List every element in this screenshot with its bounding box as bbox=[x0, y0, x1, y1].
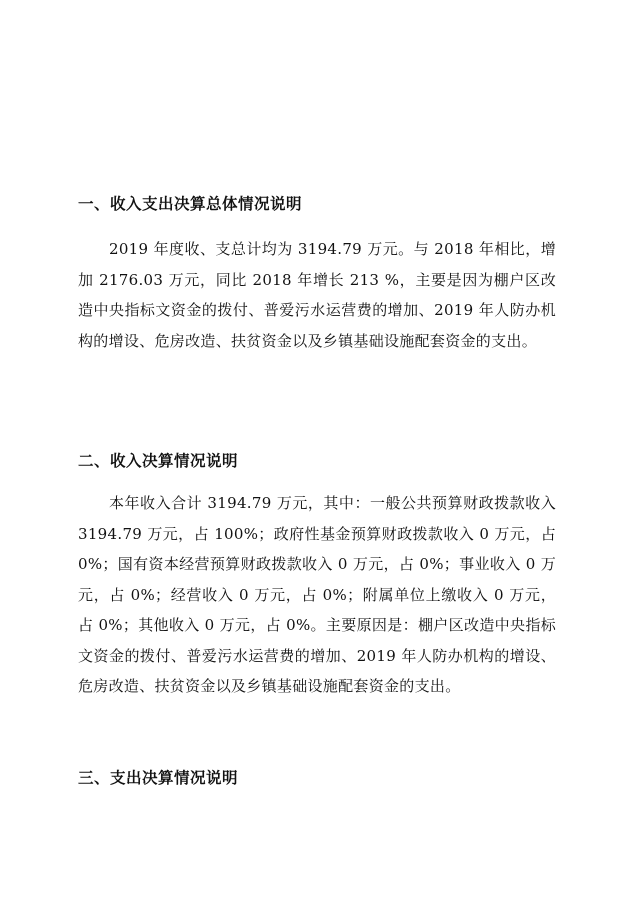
section-paragraph-income: 本年收入合计 3194.79 万元，其中：一般公共预算财政拨款收入 3194.79 万元，占 100%；政府性基金预算财政拨款收入 0 万元，占 0%；国有资本经营预算财政拨款收入 0 万元，占 0%；事业收入 0 万元，占 0%；经营收入 0 万元，占 0%；附属单位上缴收入 0 万元，占 0%；其他收入 0 万元，占 0%。主要原因是：棚户区改造中央指标文资金的拨付、普爱污水运营费的增加、2019 年人防办机构的增设、危房改造、扶贫资金以及乡镇基础设施配套资金的支出。 bbox=[78, 494, 556, 695]
section-heading-income: 二、收入决算情况说明 bbox=[78, 452, 239, 470]
section-paragraph-income-expenditure-overview: 2019 年度收、支总计均为 3194.79 万元。与 2018 年相比，增加 2176.03 万元，同比 2018 年增长 213 %，主要是因为棚户区改造中央指标文资金的拨付、普爱污水运营费的增加、2019 年人防办机构的增设、危房改造、扶贫资金以及乡镇基础设施配套资金的支出。 bbox=[78, 240, 556, 350]
section-heading-income-expenditure-overview: 一、收入支出决算总体情况说明 bbox=[78, 195, 303, 213]
section-heading-expenditure: 三、支出决算情况说明 bbox=[78, 769, 239, 787]
